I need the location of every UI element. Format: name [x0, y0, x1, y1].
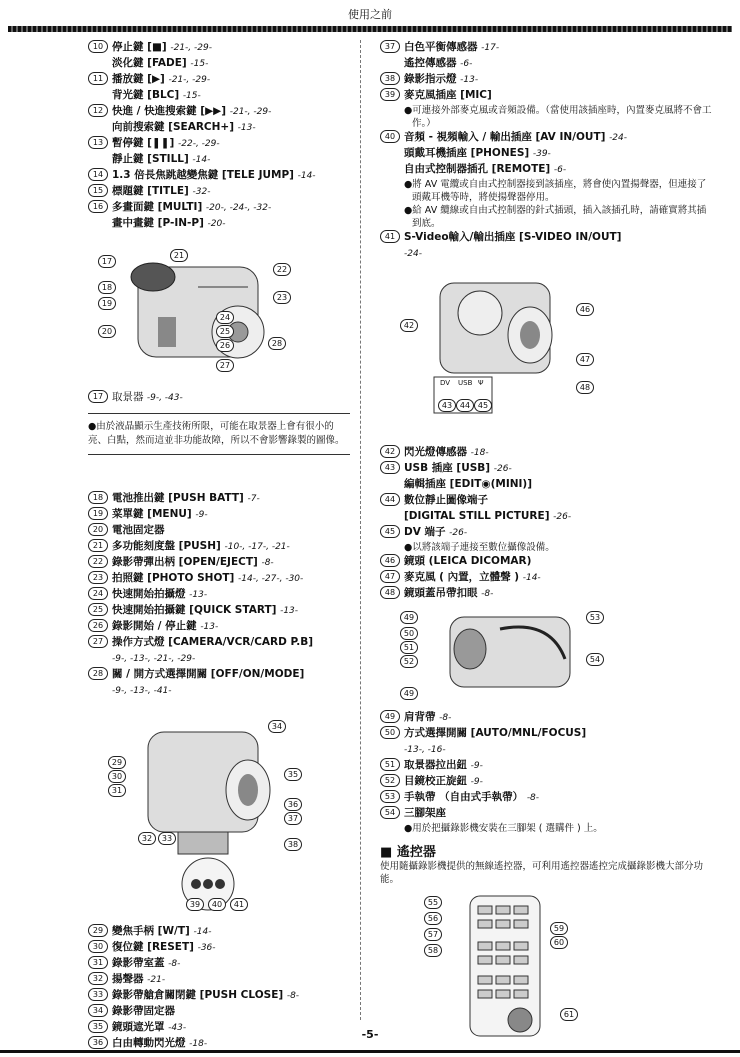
- item-page-ref: -43-: [168, 1023, 187, 1033]
- item-12-line: [88, 120, 350, 135]
- item-number: 12: [88, 104, 108, 117]
- item-number: 25: [88, 603, 108, 616]
- callout-22: 22: [273, 263, 291, 276]
- item-15-line: [88, 184, 350, 199]
- callout-58: 58: [424, 944, 442, 957]
- item-page-ref: -8-: [481, 589, 494, 599]
- callout-39: 39: [186, 898, 204, 911]
- item-label: 暫停鍵 [❚❚]: [112, 137, 179, 149]
- item-page-ref: -22-, -29-: [178, 139, 220, 149]
- item-page-ref: -13-, -16-: [404, 745, 446, 755]
- item-number: 31: [88, 956, 108, 969]
- callout-34: 34: [268, 720, 286, 733]
- item-number: 47: [380, 570, 400, 583]
- item-number: 43: [380, 461, 400, 474]
- callout-43: 43: [438, 399, 456, 412]
- item-label: 向前搜索鍵 [SEARCH+]: [112, 121, 238, 133]
- item-number: 34: [88, 1004, 108, 1017]
- left-top-items: [88, 40, 350, 231]
- item-label: 錄影帶室蓋: [112, 957, 169, 969]
- item-13-line: [88, 136, 350, 151]
- item-44-line: [380, 493, 715, 508]
- item-page-ref: -14-, -27-, -30-: [238, 574, 304, 584]
- item-label: 多功能刻度盤 [PUSH]: [112, 540, 225, 552]
- item-page-ref: -14-: [297, 171, 316, 181]
- callout-46: 46: [576, 303, 594, 316]
- item-page-ref: -8-: [168, 959, 181, 969]
- callout-37: 37: [284, 812, 302, 825]
- item-50-line: [380, 726, 715, 741]
- item-37-line: [380, 56, 715, 71]
- item-number: 14: [88, 168, 108, 181]
- item-51-line: [380, 758, 715, 773]
- item-label: 菜單鍵 [MENU]: [112, 508, 196, 520]
- item-21-line: [88, 539, 350, 554]
- item-number: 41: [380, 230, 400, 243]
- callout-50: 50: [400, 627, 418, 640]
- callout-45: 45: [474, 399, 492, 412]
- item-20-line: [88, 523, 350, 538]
- item-number: 15: [88, 184, 108, 197]
- item-number: 42: [380, 445, 400, 458]
- callout-25: 25: [216, 325, 234, 338]
- callout-18: 18: [98, 281, 116, 294]
- item-label: 錄影帶固定器: [112, 1005, 175, 1017]
- item-page-ref: -8-: [261, 558, 274, 568]
- item-label: 播放鍵 [▶]: [112, 73, 169, 85]
- header-bar: [8, 26, 732, 32]
- item-label: 頭戴耳機插座 [PHONES]: [404, 147, 533, 159]
- item-number: 52: [380, 774, 400, 787]
- item-page-ref: -9-: [470, 761, 483, 771]
- camera-grip-illustration: [400, 609, 610, 704]
- item-number: 21: [88, 539, 108, 552]
- item-label: 方式選擇開關 [AUTO/MNL/FOCUS]: [404, 727, 587, 739]
- item-41-line: [380, 246, 715, 261]
- item-number: 22: [88, 555, 108, 568]
- remote-illustration: [420, 892, 620, 1042]
- item-46-line: [380, 554, 715, 569]
- item-label: 快速開始拍攝燈: [112, 588, 190, 600]
- item-number: 24: [88, 587, 108, 600]
- callout-41: 41: [230, 898, 248, 911]
- callout-40: 40: [208, 898, 226, 911]
- callout-47: 47: [576, 353, 594, 366]
- item-label: 操作方式燈 [CAMERA/VCR/CARD P.B]: [112, 636, 314, 648]
- item-number: 33: [88, 988, 108, 1001]
- item-43-line: [380, 477, 715, 492]
- right-column: [380, 40, 715, 1042]
- item-number: 23: [88, 571, 108, 584]
- callout-33: 33: [158, 832, 176, 845]
- item-10-line: [88, 40, 350, 55]
- item-label: 手執帶 （自由式手執帶）: [404, 791, 527, 803]
- callout-44: 44: [456, 399, 474, 412]
- item-label: S-Video輸入/輸出插座 [S-VIDEO IN/OUT]: [404, 231, 622, 243]
- callout-31: 31: [108, 784, 126, 797]
- item-28-line: [88, 667, 350, 682]
- item-54-line: [380, 806, 715, 821]
- item-17-text: 取景器: [112, 391, 147, 403]
- page-header: 使用之前: [348, 8, 392, 21]
- item-number: 28: [88, 667, 108, 680]
- item-17-number: 17: [88, 390, 108, 403]
- item-number: 54: [380, 806, 400, 819]
- item-number: 30: [88, 940, 108, 953]
- item-page-ref: -15-: [182, 91, 201, 101]
- item-page-ref: -10-, -17-, -21-: [224, 542, 290, 552]
- item-page-ref: -20-, -24-, -32-: [205, 203, 272, 213]
- item-label: 錄影指示燈: [404, 73, 461, 85]
- item-number: 37: [380, 40, 400, 53]
- item-page-ref: -13-: [280, 606, 299, 616]
- note-17: ●由於液晶顯示生產技術所限，可能在取景器上會有很小的亮、白點，然而這並非功能故障，所以不會影響錄製的圖像。: [88, 413, 350, 455]
- item-number: 19: [88, 507, 108, 520]
- item-number: 53: [380, 790, 400, 803]
- item-label: USB 插座 [USB]: [404, 462, 494, 474]
- item-label: 音頻 - 視頻輸入 / 輸出插座 [AV IN/OUT]: [404, 131, 610, 143]
- item-19-line: [88, 507, 350, 522]
- callout-23: 23: [273, 291, 291, 304]
- bullet-40-b: ●給 AV 纜線或自由式控制器的針式插頭，插入該插孔時，請確實將其插到底。: [404, 205, 707, 229]
- callout-26: 26: [216, 339, 234, 352]
- right-bottom-items: [380, 710, 715, 821]
- item-label: [DIGITAL STILL PICTURE]: [404, 510, 554, 522]
- camera-rear-figure: [108, 712, 308, 912]
- item-page-ref: -8-: [286, 991, 300, 1001]
- item-label: 麥克風 ( 內置，立體聲 ): [404, 571, 523, 583]
- item-41-line: [380, 230, 715, 245]
- callout-42: 42: [400, 319, 418, 332]
- item-50-line: [380, 742, 715, 757]
- item-number: 10: [88, 40, 108, 53]
- right-mid-items-2: [380, 554, 715, 601]
- item-number: 38: [380, 72, 400, 85]
- item-number: 27: [88, 635, 108, 648]
- item-label: 關 / 開方式選擇開關 [OFF/ON/MODE]: [112, 668, 305, 680]
- left-column: [88, 40, 350, 1052]
- item-page-ref: -8-: [439, 713, 452, 723]
- connector-label-usb: USB: [458, 379, 473, 387]
- item-label: 快進 / 快進搜索鍵 [▶▶]: [112, 105, 230, 117]
- item-28-line: [88, 683, 350, 698]
- item-14-line: [88, 168, 350, 183]
- item-page-ref: -14-: [193, 927, 212, 937]
- callout-29: 29: [108, 756, 126, 769]
- item-label: DV 端子: [404, 526, 450, 538]
- item-page-ref: -13-: [189, 590, 208, 600]
- item-page-ref: -18-: [470, 448, 489, 458]
- item-label: 目鏡校正旋鈕: [404, 775, 471, 787]
- item-number: 51: [380, 758, 400, 771]
- item-label: 1.3 倍長焦跳越變焦鍵 [TELE JUMP]: [112, 169, 298, 181]
- item-page-ref: -14-: [522, 573, 541, 583]
- bullet-40-a: ●將 AV 電纜或自由式控制器接到該插座，將會使內置揚聲器，但連接了頭戴耳機等時，將使揚聲器停用。: [404, 179, 707, 203]
- item-page-ref: -9-, -13-, -21-, -29-: [112, 654, 196, 664]
- item-page-ref: -6-: [553, 165, 567, 175]
- item-49-line: [380, 710, 715, 725]
- connector-label-edit: Ψ: [478, 379, 484, 387]
- callout-60: 60: [550, 936, 568, 949]
- item-page-ref: -21-, -29-: [170, 43, 212, 53]
- item-11-line: [88, 72, 350, 87]
- callout-48: 48: [576, 381, 594, 394]
- callout-19: 19: [98, 297, 116, 310]
- item-10-line: [88, 56, 350, 71]
- item-page-ref: -21-: [147, 975, 166, 985]
- item-label: 標題鍵 [TITLE]: [112, 185, 193, 197]
- item-18-line: [88, 491, 350, 506]
- item-22-line: [88, 555, 350, 570]
- item-page-ref: -24-: [404, 249, 422, 259]
- item-label: 遙控傳感器: [404, 57, 461, 69]
- item-page-ref: -32-: [192, 187, 211, 197]
- item-53-line: [380, 790, 715, 805]
- callout-49-bottom: 49: [400, 687, 418, 700]
- item-page-ref: -20-: [207, 219, 226, 229]
- item-page-ref: -36-: [197, 943, 216, 953]
- item-label: 鏡頭 (LEICA DICOMAR): [404, 555, 532, 567]
- item-17-ref: -9-, -43-: [146, 393, 183, 403]
- item-number: 40: [380, 130, 400, 143]
- item-32-line: [88, 972, 350, 987]
- item-label: 麥克風插座 [MIC]: [404, 89, 492, 101]
- item-page-ref: -9-: [195, 510, 208, 520]
- item-42-line: [380, 445, 715, 460]
- item-number: 36: [88, 1036, 108, 1049]
- callout-32: 32: [138, 832, 156, 845]
- item-label: 鏡頭遮光罩: [112, 1021, 169, 1033]
- item-16-line: [88, 200, 350, 215]
- item-number: 16: [88, 200, 108, 213]
- item-31-line: [88, 956, 350, 971]
- remote-section-text: 使用隨攝錄影機提供的無線遙控器，可利用遙控器遙控完成攝錄影機大部分功能。: [380, 861, 704, 885]
- item-label: 復位鍵 [RESET]: [112, 941, 198, 953]
- item-page-ref: -9-: [470, 777, 483, 787]
- item-label: 電池推出鍵 [PUSH BATT]: [112, 492, 248, 504]
- callout-24: 24: [216, 311, 234, 324]
- item-label: 電池固定器: [112, 524, 165, 536]
- item-page-ref: -9-, -13-, -41-: [112, 686, 172, 696]
- footer-bar: [0, 1050, 740, 1053]
- item-label: 快速開始拍攝鍵 [QUICK START]: [112, 604, 281, 616]
- item-44-line: [380, 509, 715, 524]
- item-17: [88, 390, 350, 405]
- callout-52: 52: [400, 655, 418, 668]
- item-37-line: [380, 40, 715, 55]
- item-39-line: [380, 88, 715, 103]
- item-23-line: [88, 571, 350, 586]
- item-page-ref: -21-, -29-: [229, 107, 272, 117]
- item-page-ref: -18-: [189, 1039, 208, 1049]
- bullet-54: ●用於把攝錄影機安裝在三腳架 ( 選購件 ) 上。: [404, 823, 603, 834]
- callout-35: 35: [284, 768, 302, 781]
- callout-21: 21: [170, 249, 188, 262]
- item-27-line: [88, 651, 350, 666]
- item-47-line: [380, 570, 715, 585]
- item-40-line: [380, 146, 715, 161]
- item-number: 32: [88, 972, 108, 985]
- callout-38: 38: [284, 838, 302, 851]
- item-page-ref: -8-: [526, 793, 540, 803]
- item-label: 揚聲器: [112, 973, 148, 985]
- remote-figure: [420, 892, 620, 1042]
- item-52-line: [380, 774, 715, 789]
- callout-54: 54: [586, 653, 604, 666]
- item-label: 靜止鍵 [STILL]: [112, 153, 193, 165]
- item-page-ref: -15-: [190, 59, 209, 69]
- right-top-items: [380, 40, 715, 103]
- item-label: 錄影開始 / 停止鍵: [112, 620, 201, 632]
- item-13-line: [88, 152, 350, 167]
- callout-17: 17: [98, 255, 116, 268]
- item-number: 50: [380, 726, 400, 739]
- callout-57: 57: [424, 928, 442, 941]
- callout-61: 61: [560, 1008, 578, 1021]
- bullet-39: ●可連接外部麥克風或音頻設備。（當使用該插座時，內置麥克風將不會工作。）: [404, 105, 712, 129]
- item-page-ref: -26-: [449, 528, 468, 538]
- camera-side-figure: [98, 247, 308, 382]
- item-40: [380, 130, 715, 177]
- item-40-line: [380, 162, 715, 177]
- callout-49-top: 49: [400, 611, 418, 624]
- item-number: 11: [88, 72, 108, 85]
- right-mid-items: [380, 445, 715, 540]
- item-page-ref: -13-: [200, 622, 219, 632]
- item-number: 29: [88, 924, 108, 937]
- item-16-line: [88, 216, 350, 231]
- item-43-line: [380, 461, 715, 476]
- item-label: 白由轉動閃光燈: [112, 1037, 190, 1049]
- callout-27: 27: [216, 359, 234, 372]
- item-label: 錄影帶艙倉關閉鍵 [PUSH CLOSE]: [112, 989, 287, 1001]
- item-number: 13: [88, 136, 108, 149]
- item-label: 錄影帶彈出柄 [OPEN/EJECT]: [112, 556, 262, 568]
- item-30-line: [88, 940, 350, 955]
- item-number: 45: [380, 525, 400, 538]
- item-page-ref: -24-: [609, 133, 628, 143]
- item-label: 停止鍵 [■]: [112, 41, 171, 53]
- item-label: 拍照鍵 [PHOTO SHOT]: [112, 572, 238, 584]
- item-label: 取景器拉出鈕: [404, 759, 471, 771]
- item-11-line: [88, 88, 350, 103]
- item-label: 數位靜止圖像端子: [404, 494, 488, 506]
- item-label: 鏡頭蓋吊帶扣眼: [404, 587, 482, 599]
- item-page-ref: -21-, -29-: [168, 75, 211, 85]
- item-45-line: [380, 525, 715, 540]
- item-27-line: [88, 635, 350, 650]
- left-mid-items: [88, 491, 350, 698]
- item-38-line: [380, 72, 715, 87]
- camera-front-illustration: [400, 273, 600, 433]
- callout-36: 36: [284, 798, 302, 811]
- callout-51: 51: [400, 641, 418, 654]
- callout-59: 59: [550, 922, 568, 935]
- callout-30: 30: [108, 770, 126, 783]
- column-divider: [360, 40, 361, 1020]
- item-41: [380, 230, 715, 261]
- item-number: 35: [88, 1020, 108, 1033]
- camera-front-figure: [400, 273, 600, 433]
- bullet-45: ●以將該端子連接至數位攝像設備。: [404, 542, 555, 553]
- item-33-line: [88, 988, 350, 1003]
- item-page-ref: -13-: [460, 75, 479, 85]
- item-label: 畫中畫鍵 [P-IN-P]: [112, 217, 208, 229]
- callout-20: 20: [98, 325, 116, 338]
- item-page-ref: -14-: [192, 155, 211, 165]
- item-29-line: [88, 924, 350, 939]
- item-page-ref: -7-: [247, 494, 260, 504]
- callout-53: 53: [586, 611, 604, 624]
- item-number: 26: [88, 619, 108, 632]
- item-page-ref: -26-: [493, 464, 512, 474]
- connector-label-dv: DV: [440, 379, 451, 387]
- item-number: 48: [380, 586, 400, 599]
- camera-grip-figure: [400, 609, 610, 704]
- remote-section-title: ■ 遙控器: [380, 845, 436, 860]
- item-label: 變焦手柄 [W/T]: [112, 925, 194, 937]
- item-label: 白色平衡傳感器: [404, 41, 482, 53]
- page-number: -5-: [361, 1028, 379, 1041]
- item-number: 39: [380, 88, 400, 101]
- item-40-line: [380, 130, 715, 145]
- item-12-line: [88, 104, 350, 119]
- item-page-ref: -26-: [553, 512, 572, 522]
- remote-title: 遙控器: [396, 845, 436, 860]
- item-label: 淡化鍵 [FADE]: [112, 57, 191, 69]
- item-label: 編輯插座 [EDIT◉(MINI)]: [404, 478, 533, 490]
- item-number: 20: [88, 523, 108, 536]
- item-label: 閃光燈傳感器: [404, 446, 471, 458]
- item-number: 49: [380, 710, 400, 723]
- callout-56: 56: [424, 912, 442, 925]
- item-label: 背光鍵 [BLC]: [112, 89, 183, 101]
- item-number: 46: [380, 554, 400, 567]
- item-48-line: [380, 586, 715, 601]
- item-label: 多畫面鍵 [MULTI]: [112, 201, 206, 213]
- item-25-line: [88, 603, 350, 618]
- item-number: 44: [380, 493, 400, 506]
- callout-28: 28: [268, 337, 286, 350]
- item-page-ref: -17-: [481, 43, 500, 53]
- item-page-ref: -6-: [460, 59, 473, 69]
- item-number: 18: [88, 491, 108, 504]
- item-label: 肩背帶: [404, 711, 440, 723]
- item-label: 自由式控制器插孔 [REMOTE]: [404, 163, 554, 175]
- camera-rear-illustration: [108, 712, 308, 912]
- item-24-line: [88, 587, 350, 602]
- item-page-ref: -13-: [237, 123, 256, 133]
- item-34-line: [88, 1004, 350, 1019]
- callout-55: 55: [424, 896, 442, 909]
- item-26-line: [88, 619, 350, 634]
- item-page-ref: -39-: [532, 149, 551, 159]
- item-label: 三腳架座: [404, 807, 446, 819]
